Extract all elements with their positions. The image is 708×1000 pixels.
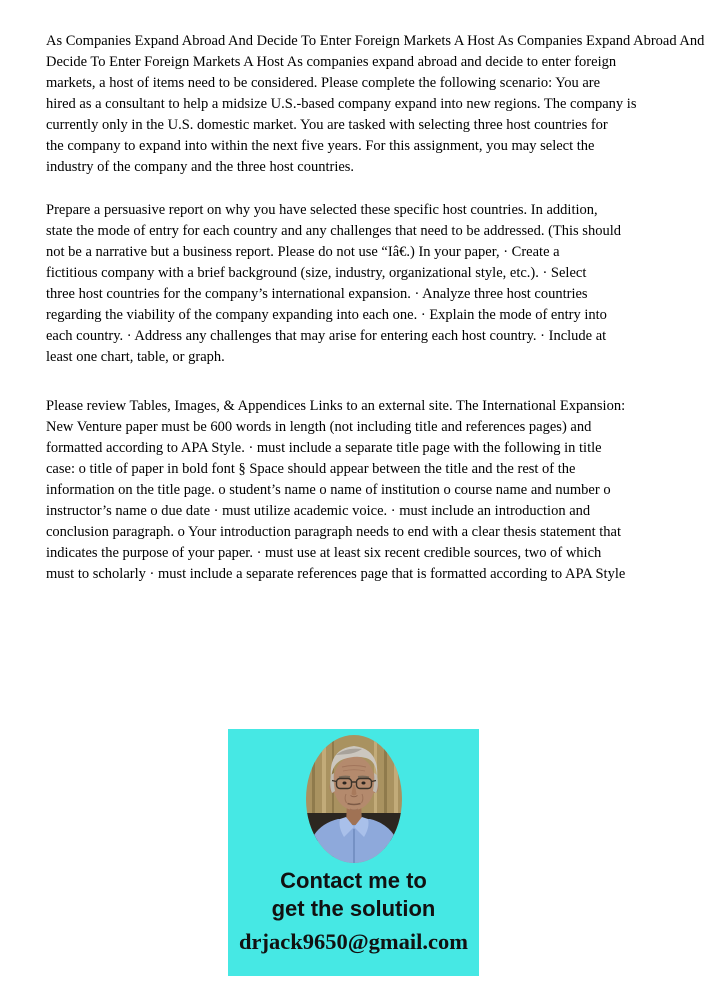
paragraph-3-line: case: o title of paper in bold font § Space should appear between the title and the rest of the	[46, 461, 576, 477]
paragraph-1-line: industry of the company and the three host countries.	[46, 159, 355, 175]
paragraph-3-line: information on the title page. o student’s name o name of institution o course name and number o	[46, 482, 611, 498]
paragraph-2-line: regarding the viability of the company expanding into each one. · Explain the mode of entry into	[46, 307, 607, 323]
paragraph-2-line: not be a narrative but a business report. Please do not use “Iâ€.) In your paper, · Create a	[46, 244, 560, 260]
paragraph-1-line: the company to expand into within the next five years. For this assignment, you may select the	[46, 138, 595, 154]
paragraph-1-line: Decide To Enter Foreign Markets A Host As companies expand abroad and decide to enter foreign	[46, 54, 617, 70]
contact-title	[228, 867, 479, 923]
paragraph-2-line: three host countries for the company’s international expansion. · Analyze three host countries	[46, 286, 588, 302]
paragraph-3	[46, 396, 704, 585]
contact-email: drjack9650@gmail.com	[238, 929, 469, 954]
contact-title-line-1: Contact me to	[280, 868, 427, 893]
paragraph-3-line: must to scholarly · must include a separate references page that is formatted according to APA Style	[46, 566, 626, 582]
contact-card	[228, 729, 479, 976]
paragraph-1-line: As Companies Expand Abroad And Decide To Enter Foreign Markets A Host As Companies Expand Abroad And	[46, 33, 705, 49]
paragraph-2-line: least one chart, table, or graph.	[46, 349, 225, 365]
paragraph-1-line: hired as a consultant to help a midsize U.S.-based company expand into new regions. The company is	[46, 96, 637, 112]
paragraph-2-line: state the mode of entry for each country and any challenges that need to be addressed. (This should	[46, 223, 621, 239]
paragraph-2	[46, 200, 704, 368]
paragraph-3-line: formatted according to APA Style. · must include a separate title page with the following in title	[46, 440, 602, 456]
paragraph-2-line: fictitious company with a brief background (size, industry, organizational style, etc.). · Select	[46, 265, 587, 281]
document-text	[46, 31, 704, 607]
paragraph-3-line: instructor’s name o due date · must utilize academic voice. · must include an introduction and	[46, 503, 591, 519]
consultant-photo	[306, 735, 402, 863]
paragraph-1	[46, 31, 704, 178]
paragraph-2-line: Prepare a persuasive report on why you have selected these specific host countries. In addition,	[46, 202, 598, 218]
contact-title-line-2: get the solution	[271, 896, 436, 921]
paragraph-3-line: conclusion paragraph. o Your introduction paragraph needs to end with a clear thesis statement that	[46, 524, 622, 540]
paragraph-3-line: indicates the purpose of your paper. · must use at least six recent credible sources, two of which	[46, 545, 602, 561]
paragraph-1-line: currently only in the U.S. domestic market. You are tasked with selecting three host countries for	[46, 117, 608, 133]
paragraph-1-line: markets, a host of items need to be considered. Please complete the following scenario: You are	[46, 75, 601, 91]
paragraph-3-line: New Venture paper must be 600 words in length (not including title and references pages) and	[46, 419, 592, 435]
paragraph-2-line: each country. · Address any challenges that may arise for entering each host country. · Include at	[46, 328, 607, 344]
paragraph-3-line: Please review Tables, Images, & Appendices Links to an external site. The International Expansion:	[46, 398, 626, 414]
